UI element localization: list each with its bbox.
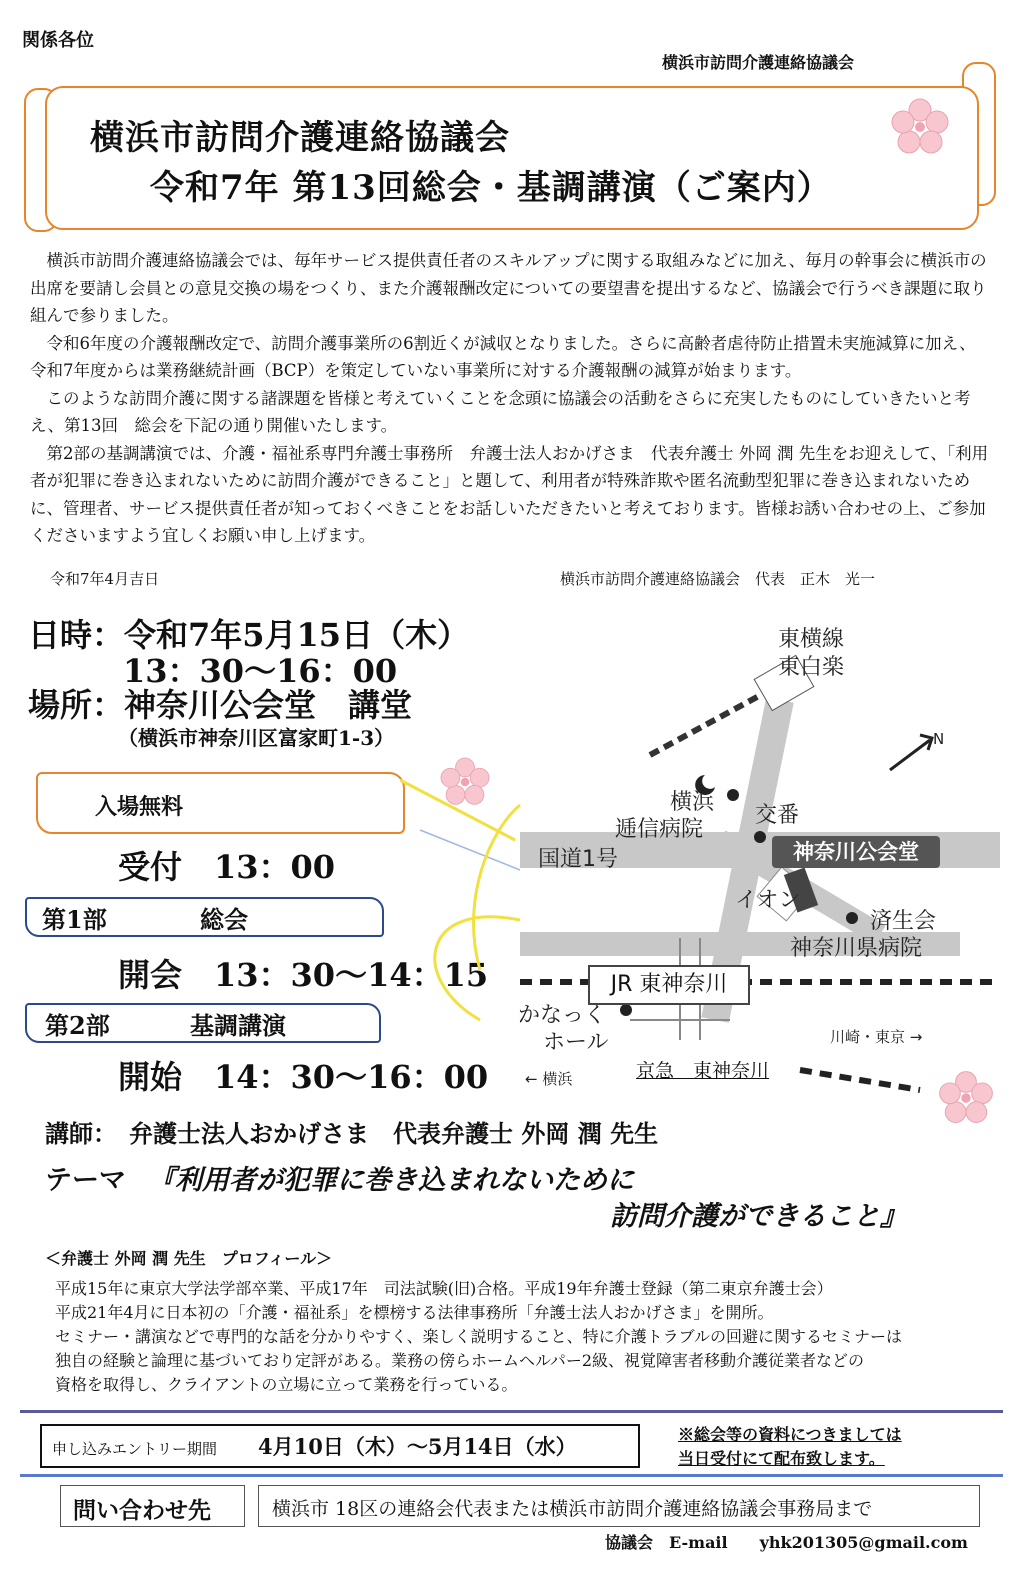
map-label-kenbyoin: 神奈川県病院 (790, 936, 923, 961)
intro-paragraph: 令和6年度の介護報酬改定で、訪問介護事業所の6割近くが減収となりました。さらに高齢者虐待防止措置未実施減算に加え、令和7年度からは業務継続計画（BCP）を策定していない事業所に対する介護報酬の減算が始まります。 (30, 333, 976, 380)
theme-line-1 (45, 1158, 634, 1197)
part2-label: 第2部 (45, 1011, 110, 1040)
part1-name: 総会 (200, 905, 248, 934)
intro-paragraph: 第2部の基調講演では、介護・福祉系専門弁護士事務所 弁護士法人おかげさま 代表弁護士 外岡 潤 先生をお迎えして、「利用者が犯罪に巻き込まれないために訪問介護ができること」と題して、利用者が特殊詐欺や匿名流動型犯罪に巻き込まれないために、管理者、サービス提供責任者が知っておくべきことをお話しいただきたいと考えております。皆様お誘い合わせの上、ご参加くださいますよう宜しくお願い申し上げます。 (30, 443, 989, 545)
profile-text (55, 1277, 1000, 1397)
part2-name: 基調講演 (190, 1011, 286, 1040)
map-label-kanagawa-kokaido: 神奈川公会堂 (772, 836, 940, 868)
profile-line: セミナー・講演などで専門的な話を分かりやすく、楽しく説明すること、特に介護トラブルの回避に関するセミナーは (55, 1327, 903, 1346)
profile-line: 独自の経験と論理に基づいており定評がある。業務の傍らホームヘルパー2級、視覚障害者移動介護従業者などの (55, 1351, 865, 1370)
map-label-saiseikai: 済生会 (870, 909, 937, 934)
profile-line: 資格を取得し、クライアントの立場に立って業務を行っている。 (55, 1375, 518, 1394)
profile-line: 平成15年に東京大学法学部卒業、平成17年 司法試験(旧)合格。平成19年弁護士登録（第二東京弁護士会） (55, 1279, 833, 1298)
sakura-icon (885, 92, 955, 162)
map-label-aeon: イオン (735, 888, 801, 913)
map-label-to-yokohama: ← 横浜 (525, 1070, 573, 1088)
theme-title: 『利用者が犯罪に巻き込まれないために (148, 1165, 634, 1196)
contact-info: 横浜市 18区の連絡会代表または横浜市訪問介護連絡協議会事務局まで (272, 1498, 873, 1520)
free-admission-label: 入場無料 (95, 794, 184, 820)
contact-email[interactable]: 協議会 E-mail yhk201305@gmail.com (605, 1533, 968, 1552)
map-label-toyoko: 東横線 (778, 627, 845, 652)
map-label-teishin: 逓信病院 (615, 817, 704, 842)
reception-time: 受付 13：00 (118, 848, 336, 886)
map-label-north: N (933, 730, 945, 748)
free-admission-box (36, 772, 405, 834)
part1-label: 第1部 (42, 905, 107, 934)
recipient-label: 関係各位 (22, 30, 94, 51)
map-label-keikyu: 京急 東神奈川 (636, 1060, 770, 1082)
organizer-name: 横浜市訪問介護連絡協議会 (662, 53, 855, 72)
divider (20, 1410, 1003, 1413)
divider (20, 1474, 1003, 1477)
map-label-hall: ホール (543, 1030, 609, 1055)
entry-period-label: 申し込みエントリー期間 (52, 1440, 218, 1458)
lecturer: 講師： 弁護士法人おかげさま 代表弁護士 外岡 潤 先生 (45, 1119, 659, 1148)
intro-text (30, 247, 990, 550)
signature: 横浜市訪問介護連絡協議会 代表 正木 光一 (560, 570, 876, 588)
theme-label: テーマ (45, 1165, 126, 1196)
event-place: 場所：神奈川公会堂 講堂 (28, 686, 413, 724)
profile-line: 平成21年4月に日本初の「介護・福祉系」を標榜する法律事務所「弁護士法人おかげさま」を開所。 (55, 1303, 774, 1322)
materials-note-line-1: ※総会等の資料につきましては (678, 1425, 902, 1444)
map-label-yokohama: 横浜 (670, 790, 715, 815)
entry-period-dates: 4月10日（木）～5月14日（水） (258, 1434, 577, 1459)
issue-date: 令和7年4月吉日 (50, 570, 160, 588)
materials-note-line-2: 当日受付にて配布致します。 (678, 1449, 885, 1468)
contact-label: 問い合わせ先 (73, 1497, 211, 1524)
part2-time: 開始 14：30～16：00 (118, 1058, 489, 1096)
theme-line-2: 訪問介護ができること』 (610, 1201, 907, 1232)
profile-heading: ＜弁護士 外岡 潤 先生 プロフィール＞ (45, 1249, 333, 1268)
event-time: 13：30～16：00 (123, 652, 398, 690)
intro-paragraph: 横浜市訪問介護連絡協議会では、毎年サービス提供責任者のスキルアップに関する取組みなどに加え、毎月の幹事会に横浜市の出席を要請し会員との意見交換の場をつくり、また介護報酬改定についての要望書を提出するなど、協議会で行うべき課題に取り組んで参りました。 (30, 251, 987, 325)
event-address: （横浜市神奈川区富家町1-3） (118, 726, 395, 750)
map-label-higashi-hakuraku: 東白楽 (778, 655, 845, 680)
map-label-koban: 交番 (755, 803, 800, 828)
title-line-2: 令和7年 第13回総会・基調講演（ご案内） (150, 168, 832, 208)
event-date: 日時：令和7年5月15日（木） (28, 616, 470, 654)
map-label-jr: JR 東神奈川 (588, 965, 750, 1005)
intro-paragraph: このような訪問介護に関する諸課題を皆様と考えていくことを念頭に協議会の活動をさらに充実したものにしていきたいと考え、第13回 総会を下記の通り開催いたします。 (30, 388, 971, 435)
map-label-kanack: かなっく (518, 1003, 607, 1028)
map-label-kawasaki: 川崎・東京 → (830, 1028, 923, 1046)
part1-time: 開会 13：30～14：15 (118, 956, 489, 994)
title-line-1: 横浜市訪問介護連絡協議会 (90, 118, 510, 158)
map-label-kokudo: 国道1号 (538, 847, 618, 872)
